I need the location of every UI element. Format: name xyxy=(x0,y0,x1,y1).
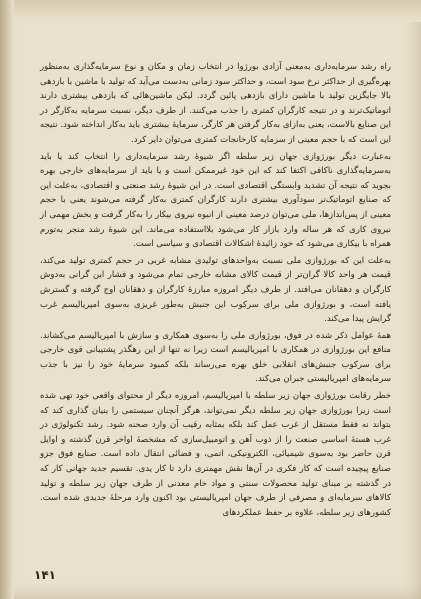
paragraph: به‌علت این که بورژوازی ملی نسبت به‌واحدهای تولیدی مشابه غربی در حجم کمتری تولید می‌کند، قیمت هر واحد کالا گران‌تر از قیمت کالای مشابه خارجی تمام می‌شود و فشار این گرانی به‌دوش کارگران و دهقانان می‌افتد. از طرف دیگر امروزه مبارزهٔ کارگران و دهقانان اوج گرفته و گسترش یافته است، و بورژوازی ملی برای سرکوب این جنبش به‌طور غریزی به‌سوی امپریالیسم غرب گرایش پیدا می‌کند. xyxy=(40,255,391,325)
page-number: ۱۴۱ xyxy=(34,568,56,582)
paragraph: همهٔ عوامل ذکر شده در فوق، بورژوازی ملی را به‌سوی همکاری و سازش با امپریالیسم می‌کشاند. منافع این بورژوازی در همکاری با امپریالیسم است زیرا نه تنها از این رهگذر پشتیبانی قوی خارجی برای سرکوب جنبش‌های انقلابی خلق بهره می‌رساند بلکه کمبود سرمایهٔ خود را نیز با جذب سرمایه‌های امپریالیستی جبران می‌کند. xyxy=(40,330,391,385)
paragraph: خطر رقابت بورژوازی جهان زیر سلطه با امپریالیسم، امروزه دیگر از محتوای واقعی خود تهی شده است زیرا بورژوازی جهان زیر سلطه دیگر نمی‌تواند، هرگز آنچنان سیستمی را بنیان گذاری کند که بتواند نه فقط مستقل از غرب عمل کند بلکه بمثابه رقیب آن وارد صحنه شود. رشد تکنولوژی در غرب هستهٔ اساسی صنعت را از ذوب آهن و اتومبیل‌سازی که مشخصهٔ اواخر قرن گذشته و اوایل قرن حاضر بود به‌سوی شیمیائی، الکترونیکی، اتمی، و فضائی انتقال داده است. صنایع فوق جزو صنایع پیچیده است که کار فکری در آن‌ها نقش مهمتری دارد تا کار یدی. تقسیم جدید جهانی کار که در گذشته بر مبنای تولید محصولات سنتی و مواد خام معدنی از طرف جهان زیر سلطه و تولید کالاهای سرمایه‌ای و مصرفی از طرف جهان امپریالیستی بود اکنون وارد مرحلهٔ جدیدی شده است. کشورهای زیر سلطه، علاوه بر حفظ عملکردهای xyxy=(40,391,391,518)
page-top-edge xyxy=(0,0,421,22)
body-text xyxy=(40,60,391,522)
paragraph: راه رشد سرمایه‌داری به‌معنی آزادی بورژوا در انتخاب زمان و مکان و نوع سرمایه‌گذاری به‌منظور بهره‌گیری از حداکثر نرخ سود است، و حداکثر سود زمانی به‌دست می‌آید که تولید با ماشین با بازدهی بالا جایگزین تولید با ماشین دارای بازدهی پائین گردد. لیکن ماشین‌هائی که بازدهی بیشتری دارند اتوماتیک‌ترند و در نتیجه کارگران کمتری را جذب می‌کنند. از طرف دیگر، نسبت سرمایه به‌کارگر در این صنایع بالاست، یعنی به‌ازای به‌کار گرفتن هر کارگر، سرمایهٔ بیشتری باید به‌کار انداخته شود. نتیجه این است که با حجم معینی از سرمایه کارخانجات کمتری می‌توان دایر کرد. xyxy=(40,62,391,145)
page-binding-edge xyxy=(0,0,14,599)
paragraph: به‌عبارت دیگر بورژوازی جهان زیر سلطه اگر شیوهٔ رشد سرمایه‌داری را انتخاب کند یا باید به‌سرمایه‌گذاری ناکافی اکتفا کند که این خود غیرممکن است و یا باید از سرمایه‌های خارجی بهره بجوید که نتیجه آن تشدید وابستگی اقتصادی است. در این شیوهٔ رشد صنعتی و اقتصادی، به‌علت این که صنایع اتوماتیک‌تر سودآوری بیشتری دارند کارگران کمتری به‌کار گرفته می‌شوند یعنی با حجم معینی از پس‌اندازها، ملی می‌توان درصد معینی از انبوه نیروی بیکار را به‌کار گرفت و بخش مهمی از نیروی کاری که هر ساله وارد بازار کار می‌شود بلااستفاده می‌ماند. این شیوهٔ رشد منجر به‌تورم همراه با بیکاری می‌شود که خود زائیدهٔ اشکالات اقتصادی و سیاسی است. xyxy=(40,151,391,250)
